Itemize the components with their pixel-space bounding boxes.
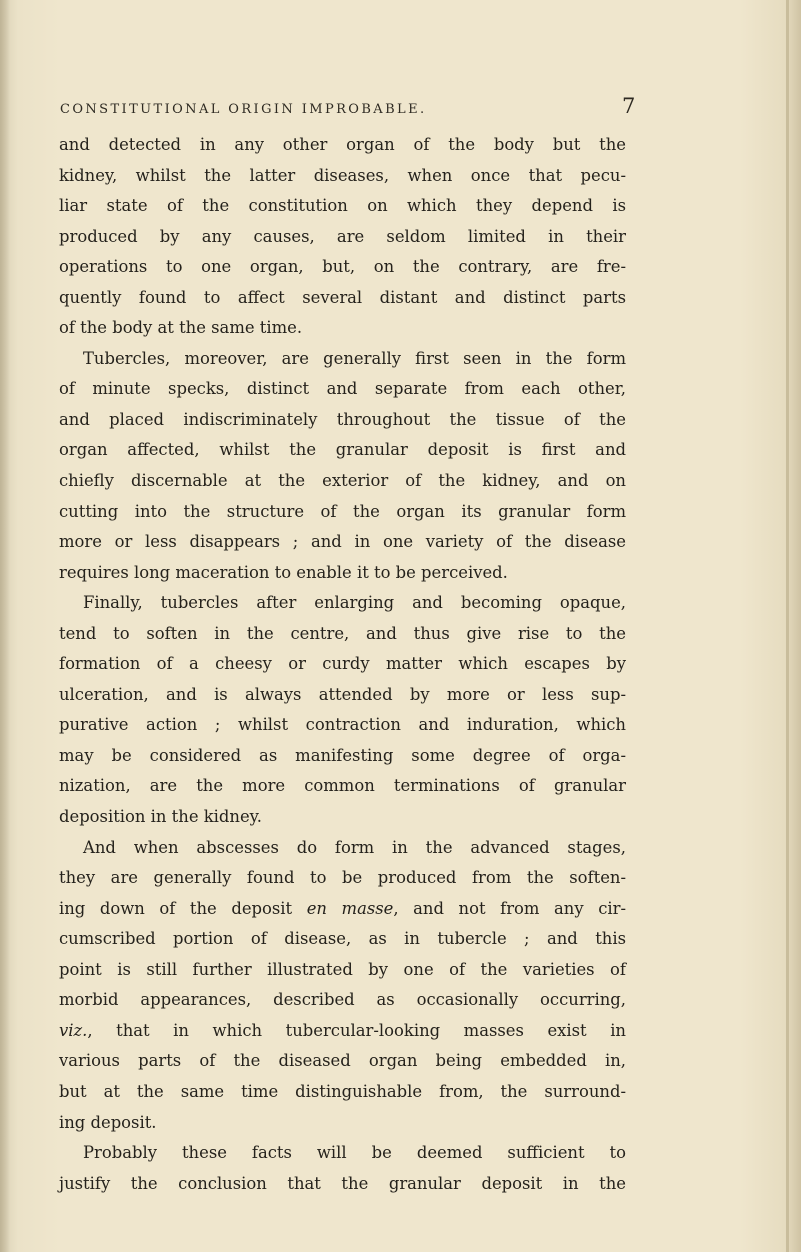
text-line: morbid appearances, described as occasionally occurring,	[59, 990, 626, 1010]
text-line: Tubercles, moreover, are generally first seen in the form	[83, 348, 626, 368]
text-line: purative action ; whilst contraction and induration, which	[59, 715, 626, 735]
text-line: of the body at the same time.	[59, 318, 303, 338]
text-line: Probably these facts will be deemed sufficient to	[83, 1143, 626, 1163]
text-line: quently found to affect several distant and distinct parts	[59, 287, 626, 307]
text-line: and detected in any other organ of the body but the	[59, 135, 626, 154]
text-line: tend to soften in the centre, and thus give rise to the	[59, 623, 626, 643]
text-line: various parts of the diseased organ being embedded in,	[59, 1051, 626, 1071]
text-line: deposition in the kidney.	[59, 807, 262, 827]
text-line: Finally, tubercles after enlarging and becoming opaque,	[83, 593, 626, 613]
text-line: requires long maceration to enable it to be perceived.	[59, 562, 508, 582]
text-line: cutting into the structure of the organ its granular form	[59, 501, 626, 521]
binding-shadow	[0, 0, 10, 1252]
text-line: may be considered as manifesting some degree of orga-	[59, 745, 626, 765]
text-line: produced by any causes, are seldom limited in their	[59, 226, 626, 246]
text-line: cumscribed portion of disease, as in tubercle ; and this	[59, 929, 626, 949]
page-number: 7	[622, 94, 636, 118]
text-run: , and not from any cir-	[393, 898, 626, 918]
text-line: ing deposit.	[59, 1112, 157, 1132]
text-line	[59, 894, 626, 925]
text-line	[59, 1016, 626, 1047]
text-line: but at the same time distinguishable from, the surround-	[59, 1081, 626, 1101]
text-line: point is still further illustrated by one of the varieties of	[59, 959, 626, 979]
text-line: And when abscesses do form in the advanced stages,	[83, 837, 626, 857]
text-run: ing down of the deposit	[59, 898, 307, 918]
text-line: formation of a cheesy or curdy matter which escapes by	[59, 654, 626, 674]
text-line: they are generally found to be produced from the soften-	[59, 868, 626, 888]
text-line: kidney, whilst the latter diseases, when once that pecu-	[59, 165, 626, 185]
text-line: more or less disappears ; and in one variety of the disease	[59, 532, 626, 552]
text-line: nization, are the more common terminations of granular	[59, 776, 626, 796]
italic-phrase: en masse	[306, 898, 394, 918]
text-line: justify the conclusion that the granular deposit in the	[59, 1173, 626, 1193]
text-line: and placed indiscriminately throughout the tissue of the	[59, 409, 626, 429]
running-head: CONSTITUTIONAL ORIGIN IMPROBABLE.	[60, 102, 427, 117]
text-run: , that in which tubercular-looking masses exist in	[87, 1020, 626, 1040]
page-edge	[786, 0, 789, 1252]
text-line: operations to one organ, but, on the contrary, are fre-	[59, 257, 626, 277]
text-line: liar state of the constitution on which they depend is	[59, 196, 626, 216]
italic-phrase: viz.	[59, 1020, 88, 1040]
text-line: chiefly discernable at the exterior of the kidney, and on	[59, 471, 626, 491]
text-line: of minute specks, distinct and separate from each other,	[59, 379, 626, 399]
body-text	[59, 130, 626, 1199]
text-line: organ affected, whilst the granular deposit is first and	[59, 440, 626, 460]
text-line: ulceration, and is always attended by more or less sup-	[59, 684, 626, 704]
